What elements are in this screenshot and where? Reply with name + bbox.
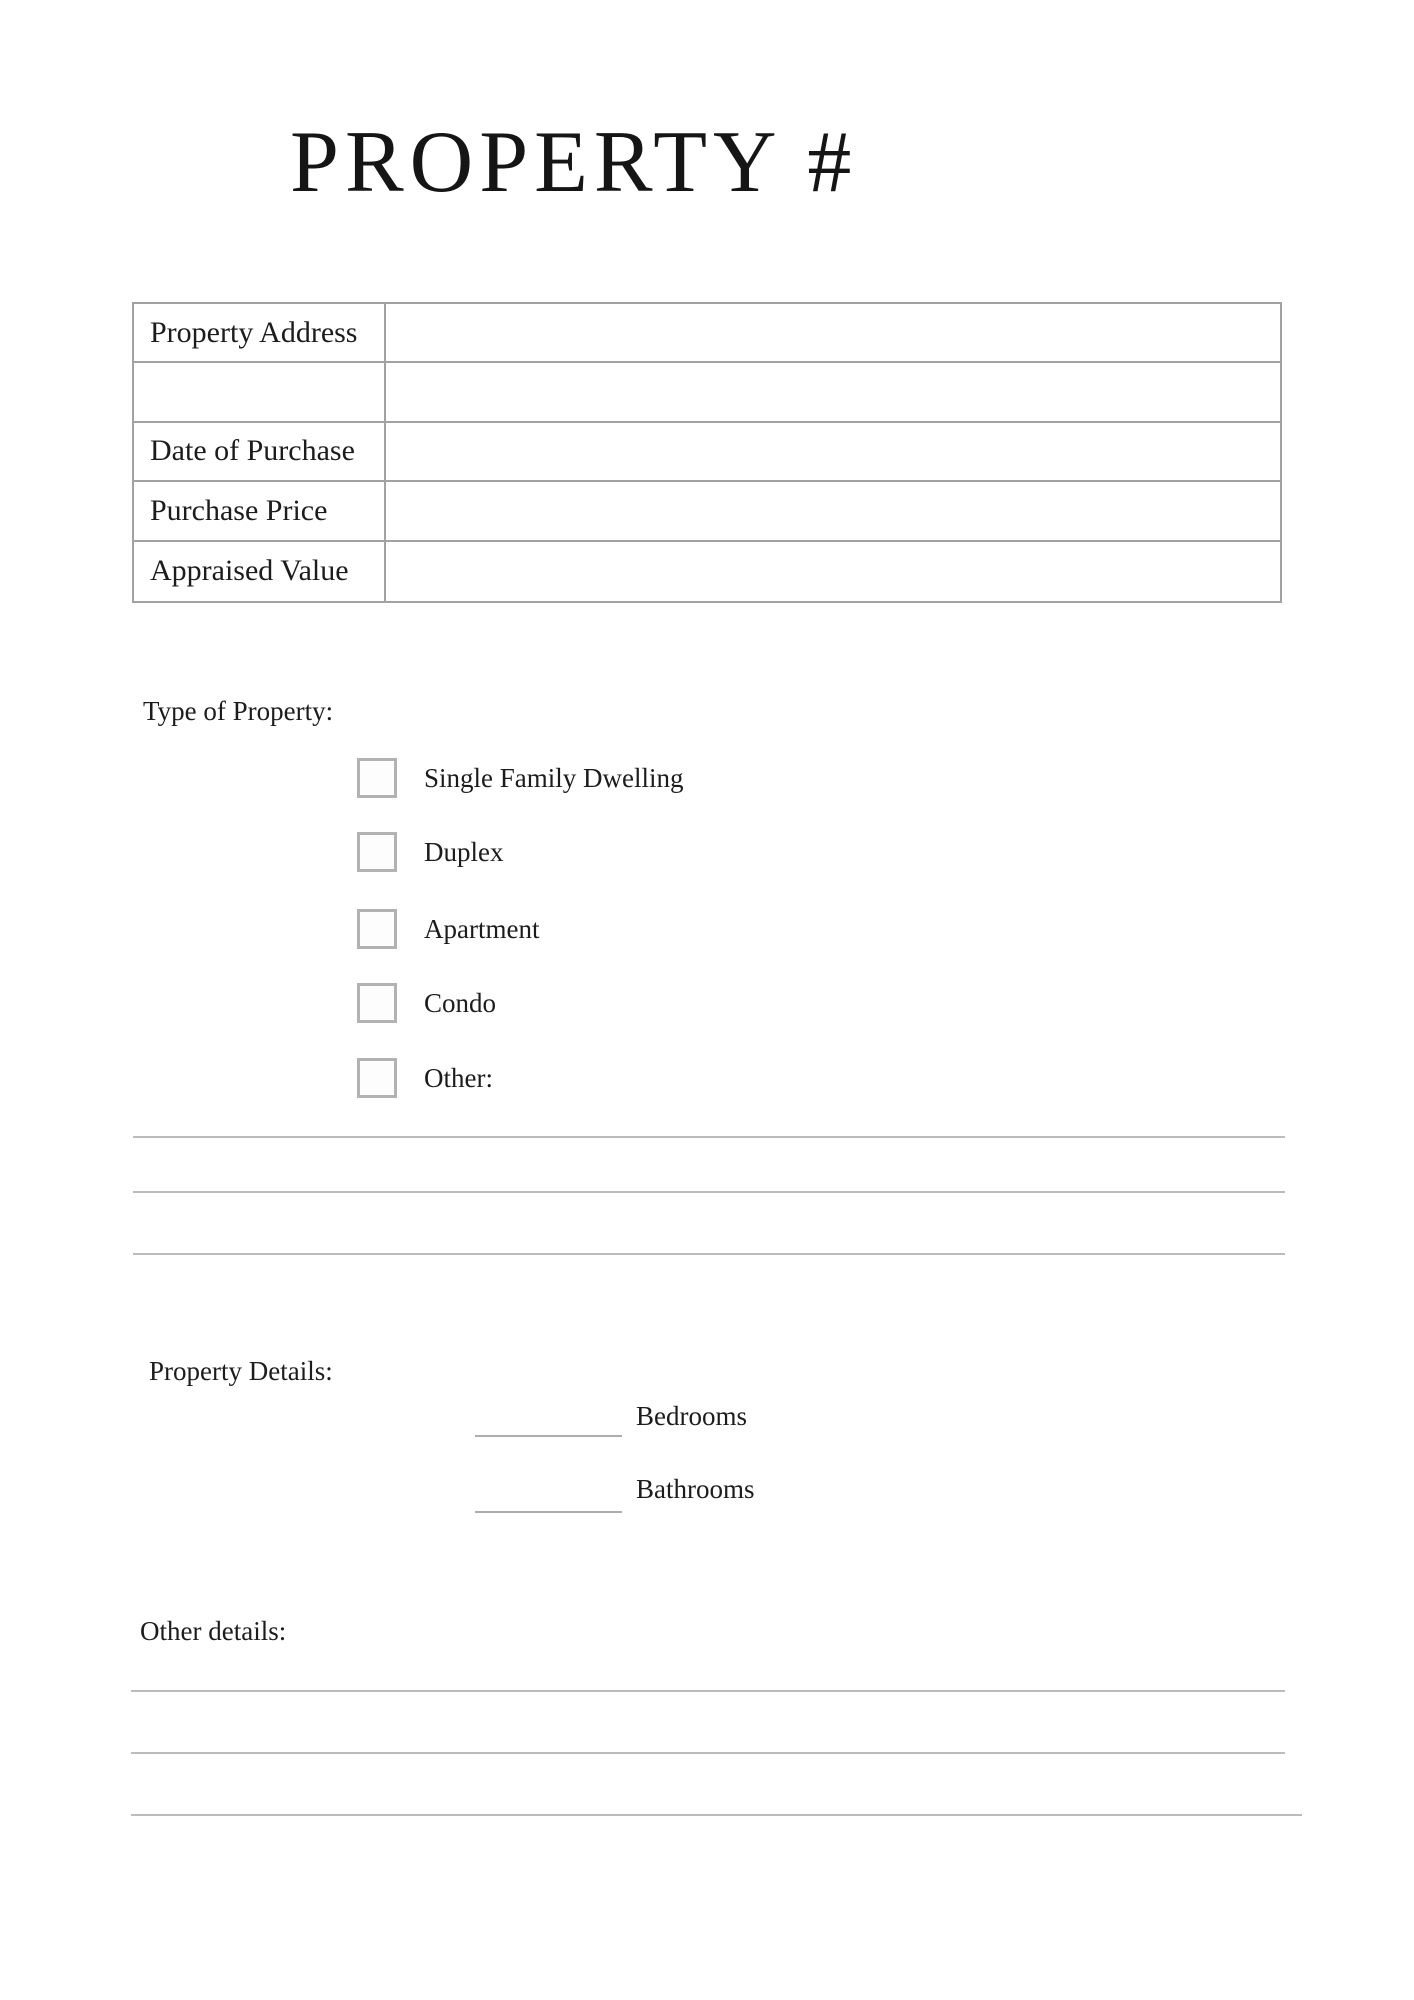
table-label-date-of-purchase: Date of Purchase xyxy=(134,423,386,482)
option-row-duplex xyxy=(357,832,503,872)
checkbox-single-family-dwelling[interactable] xyxy=(357,758,397,798)
checkbox-label-duplex: Duplex xyxy=(424,836,504,867)
details-write-line-2[interactable] xyxy=(131,1752,1285,1754)
checkbox-label-single-family-dwelling: Single Family Dwelling xyxy=(424,762,684,793)
property-info-table xyxy=(132,302,1282,603)
page-title: PROPERTY # xyxy=(290,114,858,211)
details-write-line-3[interactable] xyxy=(131,1814,1302,1816)
checkbox-condo[interactable] xyxy=(357,983,397,1023)
bedrooms-label: Bedrooms xyxy=(636,1401,747,1431)
table-label-purchase-price: Purchase Price xyxy=(134,482,386,541)
other-details-label: Other details: xyxy=(140,1616,287,1646)
checkbox-label-condo: Condo xyxy=(424,987,497,1018)
table-label-property-address: Property Address xyxy=(134,304,386,363)
checkbox-other[interactable] xyxy=(357,1058,397,1098)
option-row-apartment xyxy=(357,909,539,949)
checkbox-duplex[interactable] xyxy=(357,832,397,872)
option-row-condo xyxy=(357,983,496,1023)
checkbox-apartment[interactable] xyxy=(357,909,397,949)
option-row-single-family-dwelling xyxy=(357,758,684,798)
type-of-property-label: Type of Property: xyxy=(143,696,334,726)
details-write-line-1[interactable] xyxy=(131,1690,1285,1692)
other-write-line-1[interactable] xyxy=(133,1136,1285,1138)
table-input-property-address[interactable] xyxy=(386,304,1280,363)
property-details-label: Property Details: xyxy=(149,1356,333,1386)
bathrooms-label: Bathrooms xyxy=(636,1474,755,1504)
checkbox-label-other: Other: xyxy=(424,1062,493,1093)
table-input-appraised-value[interactable] xyxy=(386,542,1280,601)
table-input-date-of-purchase[interactable] xyxy=(386,423,1280,482)
table-input-purchase-price[interactable] xyxy=(386,482,1280,541)
checkbox-label-apartment: Apartment xyxy=(424,913,540,944)
table-label-appraised-value: Appraised Value xyxy=(134,542,386,601)
other-write-line-2[interactable] xyxy=(133,1191,1285,1193)
bedrooms-input-line[interactable] xyxy=(475,1435,622,1437)
other-write-line-3[interactable] xyxy=(133,1253,1285,1255)
table-input-address-continued[interactable] xyxy=(386,363,1280,422)
table-label-address-continued xyxy=(134,363,386,422)
bathrooms-input-line[interactable] xyxy=(475,1511,622,1513)
option-row-other xyxy=(357,1058,493,1098)
